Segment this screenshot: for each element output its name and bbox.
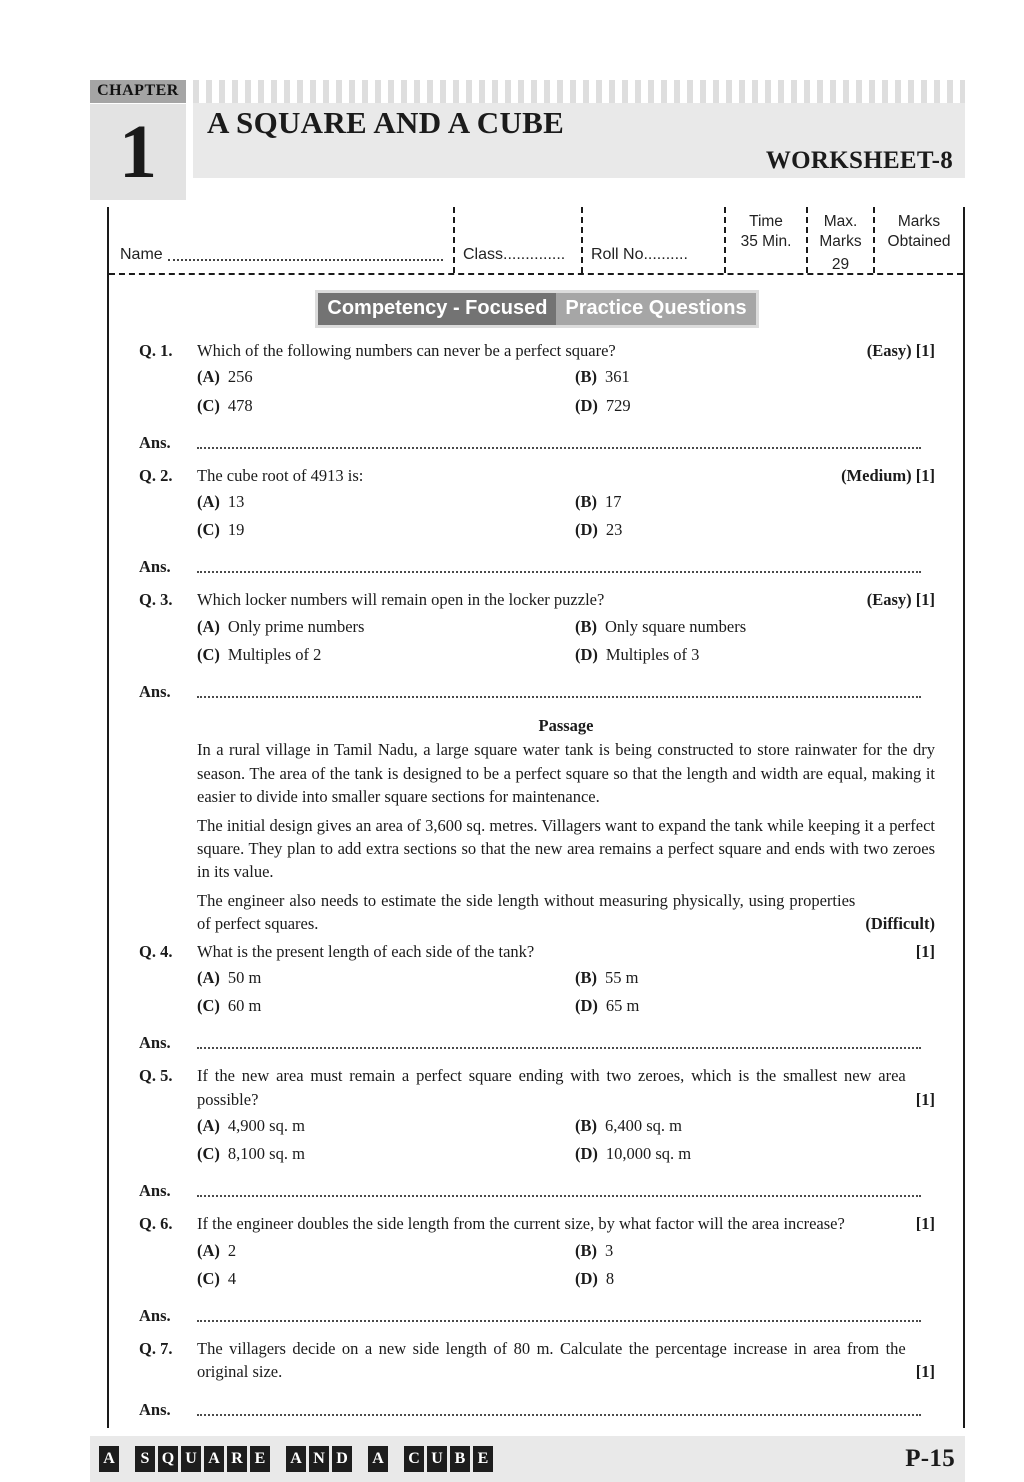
class-field xyxy=(455,207,583,273)
option-label: (B) xyxy=(574,492,597,512)
class-label: Class.............. xyxy=(463,246,566,263)
answer-row xyxy=(139,1033,935,1053)
option-label: (D) xyxy=(574,1268,598,1288)
marks-obtained-cell xyxy=(875,207,963,273)
question-options xyxy=(197,490,935,541)
option-b xyxy=(575,1239,935,1262)
option-label: (C) xyxy=(197,996,220,1016)
option-text: 50 m xyxy=(227,968,262,988)
roll-no-field xyxy=(583,207,726,273)
roll-no-label: Roll No.......... xyxy=(591,246,688,263)
option-text: 60 m xyxy=(227,996,262,1016)
question-number: Q. 5. xyxy=(139,1066,173,1086)
footer-letter-tile: C xyxy=(404,1446,424,1472)
answer-blank-line xyxy=(197,696,921,698)
option-a xyxy=(197,365,575,388)
worksheet-label: WORKSHEET-8 xyxy=(765,147,953,174)
option-b xyxy=(575,615,935,638)
option-label: (C) xyxy=(197,1268,220,1288)
passage-title: Passage xyxy=(538,715,594,735)
option-label: (D) xyxy=(574,520,598,540)
question-head xyxy=(139,940,935,963)
answer-label: Ans. xyxy=(139,432,171,452)
section-banner xyxy=(315,290,758,328)
option-text: Only square numbers xyxy=(604,616,747,636)
option-c xyxy=(197,994,575,1017)
option-d xyxy=(575,1267,935,1290)
footer-letter-tile: D xyxy=(332,1446,352,1472)
option-label: (D) xyxy=(574,996,598,1016)
option-text: 2 xyxy=(227,1240,237,1260)
question-difficulty-marks: (Easy) [1] xyxy=(866,590,935,610)
option-text: 13 xyxy=(227,492,245,512)
answer-label: Ans. xyxy=(139,1399,171,1419)
question-text: If the engineer doubles the side length from the current size, by what factor will the area increase? xyxy=(197,1214,845,1234)
option-label: (C) xyxy=(197,395,220,415)
answer-label: Ans. xyxy=(139,681,171,701)
question-text: The villagers decide on a new side length of 80 m. Calculate the percentage increase in area from the original size. xyxy=(197,1338,906,1382)
footer-letter-tile: U xyxy=(181,1446,201,1472)
option-text: 8,100 sq. m xyxy=(227,1144,305,1164)
section-banner-right: Practice Questions xyxy=(556,293,755,325)
option-a xyxy=(197,490,575,513)
footer-letter-tile: A xyxy=(368,1446,388,1472)
option-a xyxy=(197,615,575,638)
footer-letter-tile: Q xyxy=(158,1446,178,1472)
question-text: If the new area must remain a perfect square ending with two zeroes, which is the smallest new area possible? xyxy=(197,1066,906,1109)
option-label: (A) xyxy=(197,616,220,636)
question-number: Q. 2. xyxy=(139,465,173,485)
question-text: Which of the following numbers can never be a perfect square? xyxy=(197,341,616,360)
option-label: (C) xyxy=(197,644,220,664)
option-text: 4,900 sq. m xyxy=(227,1116,305,1136)
option-text: Multiples of 3 xyxy=(605,644,700,664)
option-label: (B) xyxy=(574,1240,597,1260)
question-head xyxy=(139,1064,935,1111)
footer-letter-tile: R xyxy=(227,1446,247,1472)
decorative-stripes xyxy=(193,80,965,103)
section-banner-left: Competency - Focused xyxy=(318,293,556,325)
question-difficulty-marks: (Medium) [1] xyxy=(841,465,935,485)
question-difficulty-marks: [1] xyxy=(915,1214,935,1234)
max-marks-label-2: Marks xyxy=(819,232,862,250)
option-text: 19 xyxy=(227,520,245,540)
option-text: 6,400 sq. m xyxy=(604,1116,682,1136)
question-text: What is the present length of each side of the tank? xyxy=(197,941,535,961)
footer-letter-tile: E xyxy=(250,1446,270,1472)
question-options xyxy=(197,966,935,1017)
passage xyxy=(197,714,935,936)
question-text: Which locker numbers will remain open in the locker puzzle? xyxy=(197,590,605,610)
answer-row xyxy=(139,557,935,577)
option-text: 4 xyxy=(227,1268,237,1288)
option-text: 729 xyxy=(605,395,631,415)
option-label: (B) xyxy=(574,367,597,387)
footer-word xyxy=(99,1446,122,1472)
option-a xyxy=(197,1114,575,1137)
footer-letter-tile: A xyxy=(99,1446,119,1472)
option-c xyxy=(197,643,575,666)
question-difficulty-marks: [1] xyxy=(915,1362,935,1382)
option-b xyxy=(575,966,935,989)
question-number: Q. 4. xyxy=(139,941,173,961)
footer-word xyxy=(286,1446,355,1472)
answer-blank-line xyxy=(197,571,921,573)
option-label: (D) xyxy=(574,1144,598,1164)
question-number: Q. 6. xyxy=(139,1214,173,1234)
marks-obtained-label-1: Marks xyxy=(897,213,941,230)
answer-row xyxy=(139,1400,935,1420)
question-6 xyxy=(139,1212,935,1326)
option-label: (C) xyxy=(197,1144,220,1164)
footer-letter-tile: U xyxy=(427,1446,447,1472)
option-d xyxy=(575,518,935,541)
question-options xyxy=(197,1114,935,1165)
option-b xyxy=(575,490,935,513)
question-options xyxy=(197,1239,935,1290)
worksheet-body xyxy=(107,207,965,1428)
option-label: (A) xyxy=(197,1240,220,1260)
passage-last-line xyxy=(197,889,935,936)
question-7 xyxy=(139,1337,935,1420)
option-label: (D) xyxy=(574,395,598,415)
name-blank-line xyxy=(168,259,443,261)
answer-row xyxy=(139,1306,935,1326)
header-right xyxy=(193,80,965,178)
question-text: The cube root of 4913 is: xyxy=(197,465,364,485)
chapter-title: A SQUARE AND A CUBE xyxy=(207,105,565,140)
time-label: Time xyxy=(749,213,783,230)
footer-title-tiles xyxy=(99,1446,509,1472)
answer-row xyxy=(139,682,935,702)
time-cell xyxy=(726,207,808,273)
answer-blank-line xyxy=(197,1047,921,1049)
option-label: (C) xyxy=(197,520,220,540)
passage-paragraph-3: The engineer also needs to estimate the side length without measuring physically, using properties of perfect squares. xyxy=(197,890,856,934)
page-number: P-15 xyxy=(905,1444,955,1472)
info-row xyxy=(109,207,963,275)
option-a xyxy=(197,1239,575,1262)
option-text: Multiples of 2 xyxy=(227,644,322,664)
page-header xyxy=(90,80,965,200)
question-head xyxy=(139,1337,935,1384)
option-d xyxy=(575,994,935,1017)
footer-letter-tile: N xyxy=(309,1446,329,1472)
time-value: 35 Min. xyxy=(740,232,792,250)
answer-label: Ans. xyxy=(139,557,171,577)
question-difficulty-marks: [1] xyxy=(915,1089,935,1109)
question-options xyxy=(197,615,935,666)
name-field xyxy=(109,207,455,273)
question-head xyxy=(139,339,935,362)
answer-blank-line xyxy=(197,447,921,449)
name-label: Name xyxy=(120,246,163,263)
title-band xyxy=(193,103,965,178)
question-4 xyxy=(139,940,935,1054)
question-head xyxy=(139,588,935,611)
passage-paragraph-1: In a rural village in Tamil Nadu, a large square water tank is being constructed to store rainwater for the dry season. The area of the tank is designed to be a perfect square so that the length and width are equal, making it easier to divide into smaller square sections for maintenance. xyxy=(197,740,935,807)
answer-row xyxy=(139,1181,935,1201)
chapter-label: CHAPTER xyxy=(90,80,186,103)
option-text: 55 m xyxy=(604,968,639,988)
chapter-block xyxy=(90,80,186,200)
option-b xyxy=(575,1114,935,1137)
question-number: Q. 1. xyxy=(139,341,173,360)
option-c xyxy=(197,1142,575,1165)
option-text: 65 m xyxy=(605,996,640,1016)
question-2 xyxy=(139,464,935,578)
answer-blank-line xyxy=(197,1195,921,1197)
footer-letter-tile: A xyxy=(204,1446,224,1472)
option-label: (A) xyxy=(197,968,220,988)
answer-blank-line xyxy=(197,1414,921,1416)
footer-word xyxy=(368,1446,391,1472)
option-c xyxy=(197,394,575,417)
option-text: 17 xyxy=(604,492,622,512)
answer-label: Ans. xyxy=(139,1033,171,1053)
footer-letter-tile: S xyxy=(135,1446,155,1472)
answer-label: Ans. xyxy=(139,1305,171,1325)
option-a xyxy=(197,966,575,989)
question-number: Q. 3. xyxy=(139,590,173,610)
footer-word xyxy=(135,1446,273,1472)
question-3 xyxy=(139,588,935,702)
option-c xyxy=(197,518,575,541)
option-d xyxy=(575,643,935,666)
chapter-number: 1 xyxy=(90,104,186,200)
option-d xyxy=(575,1142,935,1165)
option-label: (B) xyxy=(574,968,597,988)
option-label: (B) xyxy=(574,1116,597,1136)
footer-letter-tile: A xyxy=(286,1446,306,1472)
option-label: (D) xyxy=(574,644,598,664)
question-options xyxy=(197,365,935,416)
footer-letter-tile: E xyxy=(473,1446,493,1472)
max-marks-label-1: Max. xyxy=(823,213,858,230)
passage-paragraph-2: The initial design gives an area of 3,600 sq. metres. Villagers want to expand the tank while keeping it a perfect square. They plan to add extra sections so that the new area remains a perfect square and ends with two zeroes in its value. xyxy=(197,815,935,882)
page-footer xyxy=(90,1436,965,1482)
question-difficulty-marks: (Easy) [1] xyxy=(866,341,935,360)
question-5 xyxy=(139,1064,935,1201)
option-label: (B) xyxy=(574,616,597,636)
option-d xyxy=(575,394,935,417)
option-text: 3 xyxy=(604,1240,614,1260)
max-marks-value: 29 xyxy=(831,255,850,273)
answer-row xyxy=(139,433,935,453)
option-label: (A) xyxy=(197,1116,220,1136)
footer-word xyxy=(404,1446,496,1472)
max-marks-cell xyxy=(808,207,875,273)
option-text: 8 xyxy=(605,1268,615,1288)
question-difficulty-marks: [1] xyxy=(915,941,935,961)
passage-difficulty: (Difficult) xyxy=(865,914,935,934)
option-label: (A) xyxy=(197,492,220,512)
option-text: Only prime numbers xyxy=(227,616,365,636)
answer-blank-line xyxy=(197,1320,921,1322)
option-text: 478 xyxy=(227,395,253,415)
option-c xyxy=(197,1267,575,1290)
option-text: 10,000 sq. m xyxy=(605,1144,692,1164)
option-text: 361 xyxy=(604,367,630,387)
question-1 xyxy=(139,339,935,453)
option-text: 256 xyxy=(227,367,253,387)
option-b xyxy=(575,365,935,388)
marks-obtained-label-2: Obtained xyxy=(887,232,951,250)
question-head xyxy=(139,464,935,487)
question-head xyxy=(139,1212,935,1235)
footer-letter-tile: B xyxy=(450,1446,470,1472)
answer-label: Ans. xyxy=(139,1181,171,1201)
option-text: 23 xyxy=(605,520,623,540)
option-label: (A) xyxy=(197,367,220,387)
question-number: Q. 7. xyxy=(139,1338,173,1358)
